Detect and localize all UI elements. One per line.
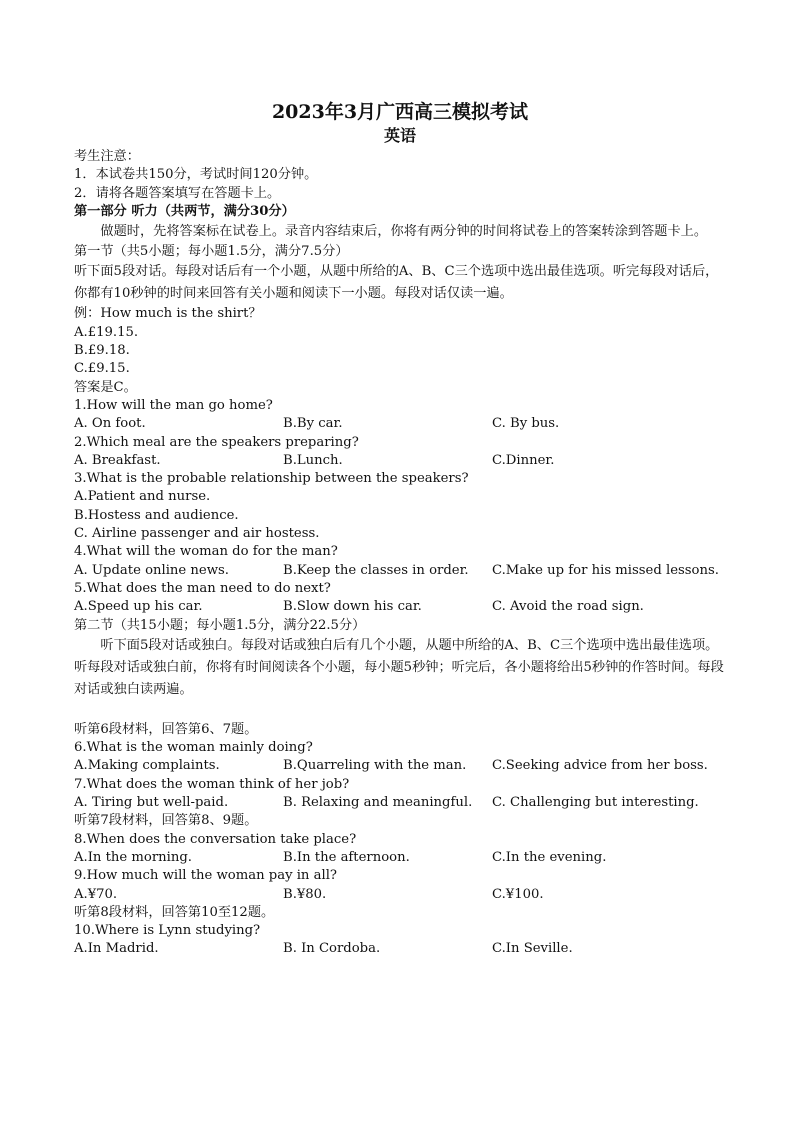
option-a: A.Speed up his car. xyxy=(74,599,203,615)
options-4 xyxy=(74,562,726,580)
section1-heading: 第一节（共5小题；每小题1.5分，满分7.5分） xyxy=(74,244,349,260)
notice-item: 1．本试卷共150分，考试时间120分钟。 xyxy=(74,167,318,183)
page-subtitle: 英语 xyxy=(383,126,416,145)
section1-instruction: 听下面5段对话。每段对话后有一个小题，从题中所给的A、B、C三个选项中选出最佳选项。听完每段对话后，你都有10秒钟的时间来回答有关小题和阅读下一小题。每段对话仅读一遍。 xyxy=(74,264,719,302)
option-a: A.Making complaints. xyxy=(74,758,220,774)
option-a: A. Breakfast. xyxy=(74,452,161,468)
question-3: 3.What is the probable relationship between the speakers? xyxy=(74,471,469,487)
part1-heading: 第一部分 听力（共两节，满分30分） xyxy=(74,203,295,219)
option-a: A.In Madrid. xyxy=(74,941,159,957)
question-7: 7.What does the woman think of her job? xyxy=(74,776,350,792)
option-c: C.In Seville. xyxy=(492,941,573,957)
options-9 xyxy=(74,886,726,904)
example-option: A.£19.15. xyxy=(74,324,139,340)
option-c: C. By bus. xyxy=(492,416,560,432)
option-c: C. Airline passenger and air hostess. xyxy=(74,526,320,542)
material-7-heading: 听第7段材料，回答第8、9题。 xyxy=(74,813,258,829)
example-question: 例：How much is the shirt？ xyxy=(74,306,262,322)
section2-instruction: 听下面5段对话或独白。每段对话或独白后有几个小题，从题中所给的A、B、C三个选项中选出最佳选项。听每段对话或独白前，你将有时间阅读各个小题，每小题5秒钟；听完后，各小题将给出5秒钟的作答时间。每段对话或独白读两遍。 xyxy=(74,637,724,697)
option-a: A.¥70. xyxy=(74,886,118,902)
question-8: 8.When does the conversation take place? xyxy=(74,831,357,847)
option-c: C.Make up for his missed lessons. xyxy=(492,562,719,578)
option-c: C.¥100. xyxy=(492,886,544,902)
question-4: 4.What will the woman do for the man? xyxy=(74,544,338,560)
option-a: A. Tiring but well-paid. xyxy=(74,795,229,811)
exam-page xyxy=(74,100,726,959)
options-2 xyxy=(74,452,726,470)
example-answer: 答案是C。 xyxy=(74,379,137,395)
notice-heading: 考生注意： xyxy=(74,149,140,164)
option-c: C.Seeking advice from her boss. xyxy=(492,758,708,774)
option-b: B.Keep the classes in order. xyxy=(283,562,469,578)
option-c: C. Avoid the road sign. xyxy=(492,599,644,615)
options-10 xyxy=(74,940,726,958)
options-5 xyxy=(74,598,726,616)
option-b: B.In the afternoon. xyxy=(283,849,410,865)
question-2: 2.Which meal are the speakers preparing? xyxy=(74,434,359,450)
option-c: C.In the evening. xyxy=(492,849,607,865)
option-b: B. In Cordoba. xyxy=(283,941,381,957)
material-8-heading: 听第8段材料，回答第10至12题。 xyxy=(74,904,275,920)
page-title: 2023年3月广西高三模拟考试 xyxy=(271,101,529,123)
question-10: 10.Where is Lynn studying? xyxy=(74,923,261,939)
option-c: C. Challenging but interesting. xyxy=(492,795,699,811)
option-b: B.¥80. xyxy=(283,886,327,902)
options-1 xyxy=(74,415,726,433)
section2-heading: 第二节（共15小题；每小题1.5分，满分22.5分） xyxy=(74,617,366,633)
options-8 xyxy=(74,849,726,867)
option-b: B.Lunch. xyxy=(283,452,343,468)
notice-item: 2．请将各题答案填写在答题卡上。 xyxy=(74,185,281,201)
question-5: 5.What does the man need to do next? xyxy=(74,580,331,596)
option-b: B. Relaxing and meaningful. xyxy=(283,795,473,811)
question-9: 9.How much will the woman pay in all? xyxy=(74,868,337,884)
example-option: B.£9.18. xyxy=(74,343,130,359)
option-b: B.Hostess and audience. xyxy=(74,507,239,523)
material-6-heading: 听第6段材料，回答第6、7题。 xyxy=(74,721,258,737)
options-6 xyxy=(74,757,726,775)
question-6: 6.What is the woman mainly doing? xyxy=(74,740,313,756)
option-b: B.Slow down his car. xyxy=(283,599,422,615)
example-option: C.£9.15. xyxy=(74,361,130,377)
option-b: B.By car. xyxy=(283,416,343,432)
option-a: A. Update online news. xyxy=(74,562,229,578)
part1-instruction: 做题时，先将答案标在试卷上。录音内容结束后，你将有两分钟的时间将试卷上的答案转涂到答题卡上。 xyxy=(100,224,708,240)
option-a: A.In the morning. xyxy=(74,849,192,865)
option-c: C.Dinner. xyxy=(492,452,555,468)
option-b: B.Quarreling with the man. xyxy=(283,758,467,774)
question-1: 1.How will the man go home? xyxy=(74,397,273,413)
options-7 xyxy=(74,794,726,812)
option-a: A.Patient and nurse. xyxy=(74,489,211,505)
option-a: A. On foot. xyxy=(74,416,146,432)
blank-line xyxy=(74,701,726,721)
